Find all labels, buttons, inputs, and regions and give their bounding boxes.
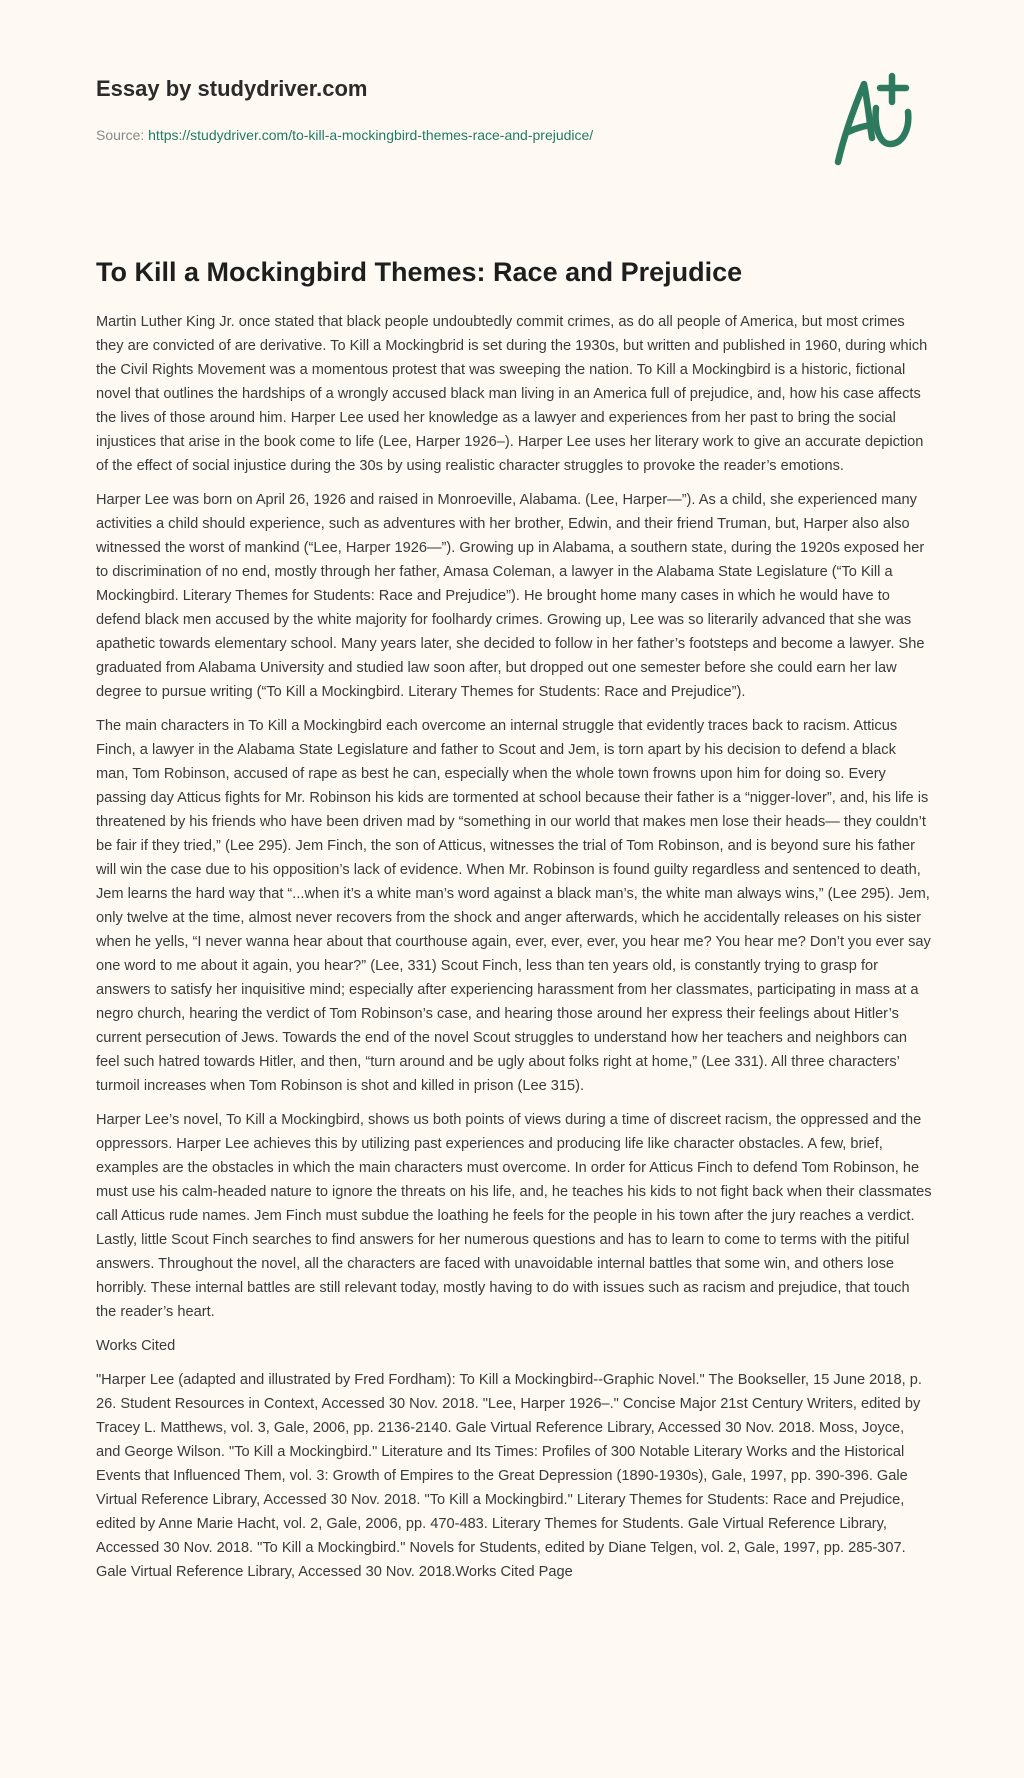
- works-cited-heading: Works Cited: [96, 1338, 176, 1354]
- page-header: [96, 74, 928, 144]
- works-cited-list: "Harper Lee (adapted and illustrated by Fred Fordham): To Kill a Mockingbird--Graphic Novel." The Bookseller, 15 June 2018, p. 26. Student Resources in Context, Accessed 30 Nov. 2018. "Lee, Harper 1926–." Concise Major 21st Century Writers, edited by Tracey L. Matthews, vol. 3, Gale, 2006, pp. 2136-2140. Gale Virtual Reference Library, Accessed 30 Nov. 2018. Moss, Joyce, and George Wilson. "To Kill a Mockingbird." Literature and Its Times: Profiles of 300 Notable Literary Works and the Historical Events that Influenced Them, vol. 3: Growth of Empires to the Great Depression (1890-1930s), Gale, 1997, pp. 390-396. Gale Virtual Reference Library, Accessed 30 Nov. 2018. "To Kill a Mockingbird." Literary Themes for Students: Race and Prejudice, edited by Anne Marie Hacht, vol. 2, Gale, 2006, pp. 470-483. Literary Themes for Students. Gale Virtual Reference Library, Accessed 30 Nov. 2018. "To Kill a Mockingbird." Novels for Students, edited by Diane Telgen, vol. 2, Gale, 1997, pp. 285-307. Gale Virtual Reference Library, Accessed 30 Nov. 2018.Works Cited Page: [96, 1372, 922, 1580]
- site-title: Essay by studydriver.com: [96, 76, 368, 101]
- paragraph-characters: The main characters in To Kill a Mockingbird each overcome an internal struggle that evidently traces back to racism. Atticus Finch, a lawyer in the Alabama State Legislature and father to Scout and Jem, is torn apart by his decision to defend a black man, Tom Robinson, accused of rape as best he can, especially when the whole town frowns upon him for doing so. Every passing day Atticus fights for Mr. Robinson his kids are tormented at school because their father is a “nigger-lover”, and, his life is threatened by his friends who have been driven mad by “something in our world that makes men lose their heads— they couldn’t be fair if they tried,” (Lee 295). Jem Finch, the son of Atticus, witnesses the trial of Tom Robinson, and is beyond sure his father will win the case due to his opposition’s lack of evidence. When Mr. Robinson is found guilty regardless and sentenced to death, Jem learns the hard way that “...when it’s a white man’s word against a black man’s, the white man always wins,” (Lee 295). Jem, only twelve at the time, almost never recovers from the shock and anger afterwards, which he accidentally releases on his sister when he yells, “I never wanna hear about that courthouse again, ever, ever, ever, you hear me? You hear me? Don’t you ever say one word to me about it again, you hear?” (Lee, 331) Scout Finch, less than ten years old, is constantly trying to grasp for answers to satisfy her inquisitive mind; especially after experiencing harassment from her classmates, participating in mass at a negro church, hearing the verdict of Tom Robinson’s case, and hearing those around her express their feelings about Hitler’s current persecution of Jews. Towards the end of the novel Scout struggles to understand how her teachers and neighbors can feel such hatred towards Hitler, and then, “turn around and be ugly about folks right at home,” (Lee 331). All three characters’ turmoil increases when Tom Robinson is shot and killed in prison (Lee 315).: [96, 718, 931, 1094]
- source-line: [96, 126, 928, 144]
- paragraph-conclusion: Harper Lee’s novel, To Kill a Mockingbird, shows us both points of views during a time of discreet racism, the oppressed and the oppressors. Harper Lee achieves this by utilizing past experiences and producing life like character obstacles. A few, brief, examples are the obstacles in which the main characters must overcome. In order for Atticus Finch to defend Tom Robinson, he must use his calm-headed nature to ignore the threats on his life, and, he teaches his kids to not fight back when their classmates call Atticus rude names. Jem Finch must subdue the loathing he feels for the people in his town after the jury reaches a verdict. Lastly, little Scout Finch searches to find answers for her numerous questions and has to learn to come to terms with the pitiful answers. Throughout the novel, all the characters are faced with unavoidable internal battles that some win, and others lose horribly. These internal battles are still relevant today, mostly having to do with issues such as racism and prejudice, that touch the reader’s heart.: [96, 1112, 932, 1320]
- source-link[interactable]: https://studydriver.com/to-kill-a-mockingbird-themes-race-and-prejudice/: [148, 127, 594, 143]
- article: [96, 254, 932, 1594]
- paragraph-intro: Martin Luther King Jr. once stated that black people undoubtedly commit crimes, as do all people of America, but most crimes they are convicted of are derivative. To Kill a Mockingbrid is set during the 1930s, but written and published in 1960, during which the Civil Rights Movement was a momentous protest that was sweeping the nation. To Kill a Mockingbird is a historic, fictional novel that outlines the hardships of a wrongly accused black man living in an America full of prejudice, and, how his case affects the lives of those around him. Harper Lee used her knowledge as a lawyer and experiences from her past to bring the social injustices that arise in the book come to life (Lee, Harper 1926–). Harper Lee uses her literary work to give an accurate depiction of the effect of social injustice during the 30s by using realistic character struggles to provoke the reader’s emotions.: [96, 314, 928, 474]
- source-label: Source:: [96, 127, 145, 143]
- a-plus-logo-icon: [824, 70, 924, 170]
- paragraph-biography: Harper Lee was born on April 26, 1926 and raised in Monroeville, Alabama. (Lee, Harper—”). As a child, she experienced many activities a child should experience, such as adventures with her brother, Edwin, and their friend Truman, but, Harper also also witnessed the worst of mankind (“Lee, Harper 1926—”). Growing up in Alabama, a southern state, during the 1920s exposed her to discrimination of no end, mostly through her father, Amasa Coleman, a lawyer in the Alabama State Legislature (“To Kill a Mockingbird. Literary Themes for Students: Race and Prejudice”). He brought home many cases in which he would have to defend black men accused by the white majority for foolhardy crimes. Growing up, Lee was so literarily advanced that she was apathetic towards elementary school. Many years later, she decided to follow in her father’s footsteps and become a lawyer. She graduated from Alabama University and studied law soon after, but dropped out one semester before she could earn her law degree to pursue writing (“To Kill a Mockingbird. Literary Themes for Students: Race and Prejudice”).: [96, 492, 925, 700]
- article-title: To Kill a Mockingbird Themes: Race and Prejudice: [96, 257, 743, 287]
